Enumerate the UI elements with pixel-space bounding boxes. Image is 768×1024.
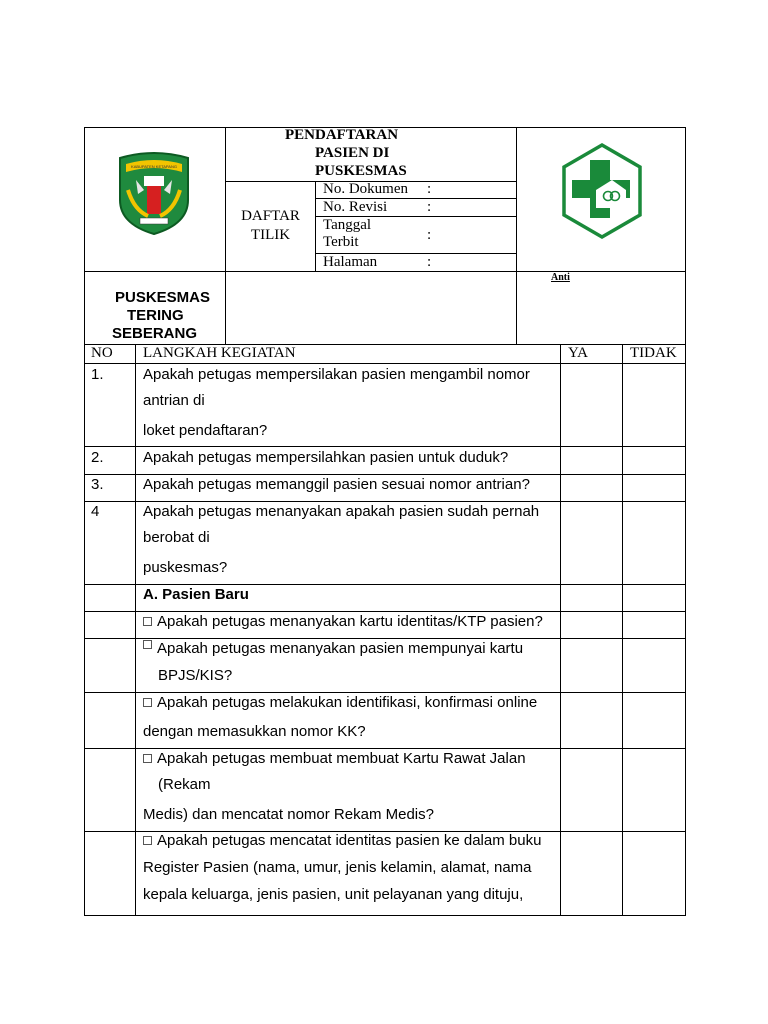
row-text <box>143 832 541 849</box>
meta-sep: : <box>427 227 432 243</box>
column-header-ya: YA <box>568 345 589 361</box>
org-line: SEBERANG <box>112 325 198 342</box>
row-text-content: Apakah petugas membuat membuat Kartu Rawat Jalan <box>157 750 526 767</box>
header-divider <box>315 181 316 271</box>
meta-label: Halaman <box>323 254 378 270</box>
row-number: 3. <box>91 476 104 493</box>
document-title <box>226 127 516 181</box>
doc-type-line: TILIK <box>250 227 291 243</box>
row-divider <box>84 748 686 749</box>
meta-label: Terbit <box>323 234 359 250</box>
row-text-content: Apakah petugas melakukan identifikasi, konfirmasi online <box>157 694 538 711</box>
row-divider <box>84 611 686 612</box>
row-divider <box>84 692 686 693</box>
row-text: (Rekam <box>158 776 211 793</box>
row-text: Medis) dan mencatat nomor Rekam Medis? <box>143 806 434 823</box>
doc-type-line: DAFTAR <box>241 208 300 224</box>
row-divider <box>84 446 686 447</box>
checkbox-icon <box>143 640 152 649</box>
title-line: PENDAFTARAN <box>285 127 399 143</box>
row-divider <box>84 363 686 364</box>
row-number: 1. <box>91 366 104 383</box>
row-text: Apakah petugas mempersilahkan pasien untuk duduk? <box>143 449 509 466</box>
row-text: berobat di <box>143 529 210 546</box>
checkbox-icon <box>143 617 152 626</box>
meta-no-revisi <box>323 199 513 216</box>
row-divider <box>84 474 686 475</box>
row-divider <box>84 584 686 585</box>
meta-sep: : <box>427 199 432 215</box>
row-text: Apakah petugas menanyakan apakah pasien sudah pernah <box>143 503 540 520</box>
header-divider <box>84 271 686 272</box>
row-text-content: Apakah petugas mencatat identitas pasien ke dalam buku <box>157 832 542 849</box>
column-header-tidak: TIDAK <box>630 345 677 361</box>
org-line: PUSKESMAS <box>115 289 211 306</box>
meta-tanggal-terbit <box>323 217 513 251</box>
meta-label: No. Revisi <box>323 199 388 215</box>
row-text: BPJS/KIS? <box>158 667 233 684</box>
row-divider <box>84 638 686 639</box>
row-text: kepala keluarga, jenis pasien, unit pelayanan yang dituju, <box>143 886 524 903</box>
signature-label: Anti <box>551 272 570 283</box>
section-heading: A. Pasien Baru <box>143 586 249 603</box>
meta-halaman <box>323 254 513 271</box>
row-text-content: Apakah petugas menanyakan kartu identitas/KTP pasien? <box>157 613 543 630</box>
row-text <box>143 750 526 767</box>
row-text: Register Pasien (nama, umur, jenis kelamin, alamat, nama <box>143 859 532 876</box>
row-divider <box>84 501 686 502</box>
emblem-text: KABUPATEN KETAPANG <box>131 164 177 169</box>
row-text: puskesmas? <box>143 559 228 576</box>
row-text: Apakah petugas memanggil pasien sesuai nomor antrian? <box>143 476 530 493</box>
document-type <box>226 208 315 244</box>
puskesmas-logo <box>560 142 644 240</box>
row-text: antrian di <box>143 392 205 409</box>
checkbox-icon <box>143 754 152 763</box>
row-text <box>143 694 537 711</box>
row-text <box>143 613 543 630</box>
title-line: PUSKESMAS <box>315 163 407 179</box>
meta-sep: : <box>427 254 432 270</box>
meta-label: Tanggal <box>323 217 372 233</box>
row-text-content: Apakah petugas menanyakan pasien mempunyai kartu <box>157 640 524 657</box>
column-header-no: NO <box>91 345 113 361</box>
meta-no-dokumen <box>323 181 513 198</box>
regency-emblem <box>114 150 194 238</box>
row-number: 4 <box>91 503 100 520</box>
row-text <box>143 640 523 657</box>
row-number: 2. <box>91 449 104 466</box>
org-line: TERING <box>127 307 184 324</box>
column-header-langkah: LANGKAH KEGIATAN <box>143 345 296 361</box>
title-line: PASIEN DI <box>315 145 390 161</box>
row-text: dengan memasukkan nomor KK? <box>143 723 366 740</box>
meta-sep: : <box>427 181 432 197</box>
header-divider <box>516 127 517 345</box>
row-text: Apakah petugas mempersilakan pasien mengambil nomor <box>143 366 530 383</box>
meta-label: No. Dokumen <box>323 181 408 197</box>
row-text: loket pendaftaran? <box>143 422 268 439</box>
checkbox-icon <box>143 836 152 845</box>
checkbox-icon <box>143 698 152 707</box>
